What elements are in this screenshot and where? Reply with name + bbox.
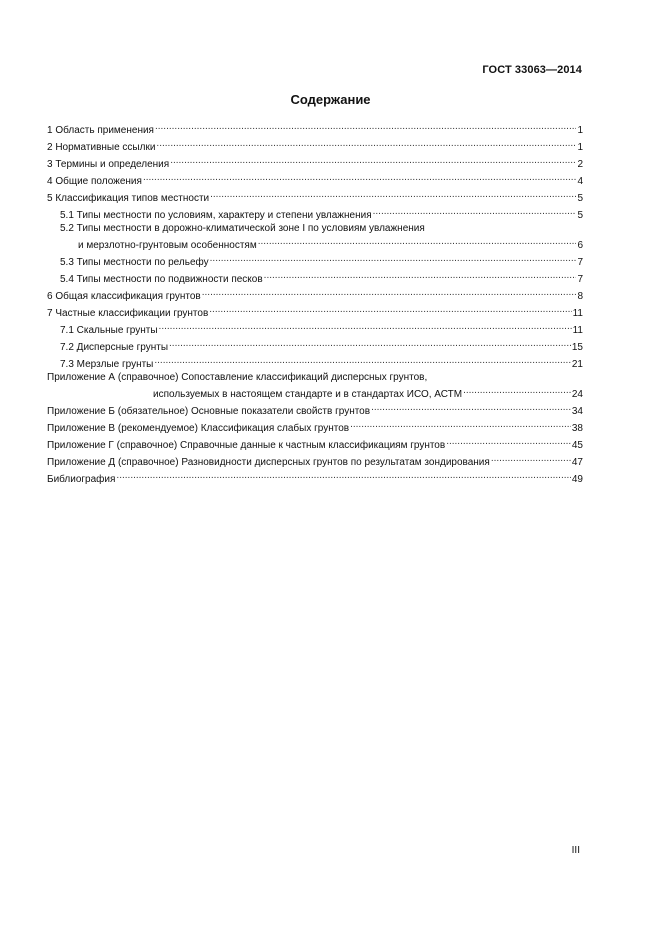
toc-leader-dots <box>264 269 577 282</box>
toc-leader-dots <box>209 303 571 316</box>
toc-entry-page: 7 <box>577 274 583 285</box>
toc-entry-page: 4 <box>577 176 583 187</box>
toc-entry-title: 7.3 Мерзлые грунты <box>60 359 154 370</box>
toc-leader-dots <box>258 235 577 248</box>
toc-entry-title: 1 Область применения <box>47 125 154 136</box>
toc-entry-appendix-b[interactable] <box>47 401 583 418</box>
toc-entry-page: 24 <box>571 389 583 400</box>
toc-entry-7-1[interactable] <box>47 320 583 337</box>
toc-leader-dots <box>210 252 577 265</box>
toc-leader-dots <box>116 469 570 482</box>
toc-entry-title: Приложение Г (справочное) Справочные данные к частным классификациям грунтов <box>47 440 446 451</box>
toc-entry-title: 7 Частные классификации грунтов <box>47 308 209 319</box>
toc-entry-appendix-a-line-1[interactable] <box>47 371 583 384</box>
toc-entry-page: 49 <box>571 474 583 485</box>
toc-entry-7-2[interactable] <box>47 337 583 354</box>
toc-entry-page: 1 <box>577 125 583 136</box>
toc-leader-dots <box>446 435 571 448</box>
toc-leader-dots <box>169 337 571 350</box>
toc-entry-5-2-line-1[interactable] <box>47 222 583 235</box>
toc-entry-appendix-g[interactable] <box>47 435 583 452</box>
toc-leader-dots <box>170 154 576 167</box>
toc-entry-page: 45 <box>571 440 583 451</box>
table-of-contents <box>47 120 583 486</box>
toc-entry-5-2-line-2[interactable] <box>47 235 583 252</box>
toc-entry-appendix-a-line-2[interactable] <box>47 384 583 401</box>
toc-entry-title: 5.3 Типы местности по рельефу <box>60 257 209 268</box>
toc-entry-bibliography[interactable] <box>47 469 583 486</box>
toc-entry-page: 2 <box>577 159 583 170</box>
toc-leader-dots <box>373 205 577 218</box>
toc-entry-page: 38 <box>571 423 583 434</box>
toc-entry-title: 7.2 Дисперсные грунты <box>60 342 169 353</box>
toc-entry-title: 3 Термины и определения <box>47 159 170 170</box>
standard-code: ГОСТ 33063—2014 <box>482 64 582 76</box>
toc-entry-page: 47 <box>571 457 583 468</box>
toc-entry-page: 1 <box>577 142 583 153</box>
toc-entry-title: Приложение Д (справочное) Разновидности дисперсных грунтов по результатам зондирования <box>47 457 490 468</box>
toc-entry-page: 7 <box>577 257 583 268</box>
toc-entry-appendix-d[interactable] <box>47 452 583 469</box>
toc-entry-title: 5.4 Типы местности по подвижности песков <box>60 274 263 285</box>
toc-entry-2[interactable] <box>47 137 583 154</box>
toc-entry-5-3[interactable] <box>47 252 583 269</box>
toc-leader-dots <box>143 171 577 184</box>
toc-leader-dots <box>350 418 571 431</box>
toc-leader-dots <box>156 137 576 150</box>
toc-entry-page: 6 <box>577 240 583 251</box>
toc-entry-page: 11 <box>572 325 583 336</box>
toc-entry-title: Приложение В (рекомендуемое) Классификация слабых грунтов <box>47 423 350 434</box>
toc-entry-4[interactable] <box>47 171 583 188</box>
toc-leader-dots <box>155 120 576 133</box>
toc-entry-7-3[interactable] <box>47 354 583 371</box>
toc-leader-dots <box>210 188 576 201</box>
toc-leader-dots <box>202 286 577 299</box>
toc-entry-page: 34 <box>571 406 583 417</box>
toc-entry-title: Библиография <box>47 474 116 485</box>
toc-entry-appendix-v[interactable] <box>47 418 583 435</box>
toc-entry-page: 11 <box>572 308 583 319</box>
page-number: III <box>571 845 580 856</box>
toc-entry-title: 7.1 Скальные грунты <box>60 325 158 336</box>
toc-entry-title: 5.2 Типы местности в дорожно-климатической зоне I по условиям увлажнения <box>60 223 425 234</box>
toc-entry-page: 15 <box>571 342 583 353</box>
toc-leader-dots <box>491 452 571 465</box>
toc-entry-page: 21 <box>571 359 583 370</box>
toc-entry-1[interactable] <box>47 120 583 137</box>
toc-entry-5[interactable] <box>47 188 583 205</box>
toc-entry-title: 5.1 Типы местности по условиям, характеру и степени увлажнения <box>60 210 372 221</box>
toc-entry-title-continuation: используемых в настоящем стандарте и в стандартах ИСО, АСТМ <box>153 389 463 400</box>
toc-leader-dots <box>371 401 571 414</box>
toc-entry-page: 8 <box>577 291 583 302</box>
toc-leader-dots <box>159 320 572 333</box>
toc-entry-3[interactable] <box>47 154 583 171</box>
toc-entry-7[interactable] <box>47 303 583 320</box>
toc-leader-dots <box>154 354 571 367</box>
toc-entry-title: Приложение А (справочное) Сопоставление классификаций дисперсных грунтов, <box>47 372 428 383</box>
toc-entry-title: Приложение Б (обязательное) Основные показатели свойств грунтов <box>47 406 371 417</box>
page-title: Содержание <box>290 92 371 107</box>
toc-leader-dots <box>463 384 571 397</box>
toc-entry-title: 4 Общие положения <box>47 176 142 187</box>
toc-entry-6[interactable] <box>47 286 583 303</box>
toc-entry-page: 5 <box>577 210 583 221</box>
toc-entry-5-1[interactable] <box>47 205 583 222</box>
toc-entry-title-continuation: и мерзлотно-грунтовым особенностям <box>78 240 257 251</box>
toc-entry-title: 6 Общая классификация грунтов <box>47 291 201 302</box>
toc-entry-title: 5 Классификация типов местности <box>47 193 210 204</box>
toc-entry-5-4[interactable] <box>47 269 583 286</box>
toc-entry-page: 5 <box>577 193 583 204</box>
toc-entry-title: 2 Нормативные ссылки <box>47 142 156 153</box>
